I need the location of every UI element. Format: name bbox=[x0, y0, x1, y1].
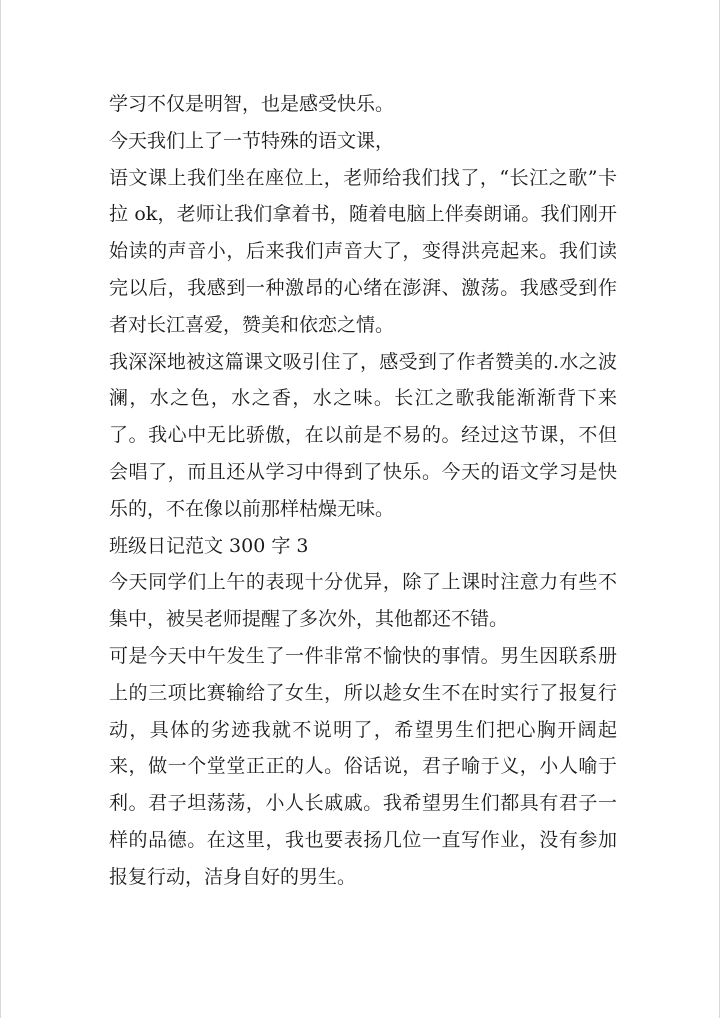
paragraph-special-class: 今天我们上了一节特殊的语文课， bbox=[109, 129, 395, 152]
paragraph-karaoke: 语文课上我们坐在座位上，老师给我们找了，“长江之歌”卡拉 ok，老师让我们拿着书，随着电脑上伴奏朗诵。我们刚开始读的声音小，后来我们声音大了，变得洪亮起来。我们读完以后，我感到一种激昂的心绪在澎湃、激荡。我感受到作者对长江喜爱，赞美和依恋之情。 bbox=[109, 166, 617, 336]
document-body bbox=[109, 86, 617, 896]
paragraph-noon-incident: 可是今天中午发生了一件非常不愉快的事情。男生因联系册上的三项比赛输给了女生，所以趁女生不在时实行了报复行动，具体的劣迹我就不说明了，希望男生们把心胸开阔起来，做一个堂堂正正的人。俗话说，君子喻于义，小人喻于利。君子坦荡荡，小人长戚戚。我希望男生们都具有君子一样的品德。在这里，我也要表扬几位一直写作业，没有参加报复行动，洁身自好的男生。 bbox=[109, 644, 617, 888]
paragraph-intro: 学习不仅是明智，也是感受快乐。 bbox=[109, 93, 395, 115]
section-heading: 班级日记范文 300 字 3 bbox=[109, 534, 309, 557]
paragraph-attracted: 我深深地被这篇课文吸引住了，感受到了作者赞美的.水之波澜，水之色，水之香，水之味。长江之歌我能渐渐背下来了。我心中无比骄傲，在以前是不易的。经过这节课，不但会唱了，而且还从学习中得到了快乐。今天的语文学习是快乐的，不在像以前那样枯燥无味。 bbox=[109, 350, 617, 520]
paragraph-morning: 今天同学们上午的表现十分优异，除了上课时注意力有些不集中，被吴老师提醒了多次外，其他都还不错。 bbox=[109, 571, 617, 631]
